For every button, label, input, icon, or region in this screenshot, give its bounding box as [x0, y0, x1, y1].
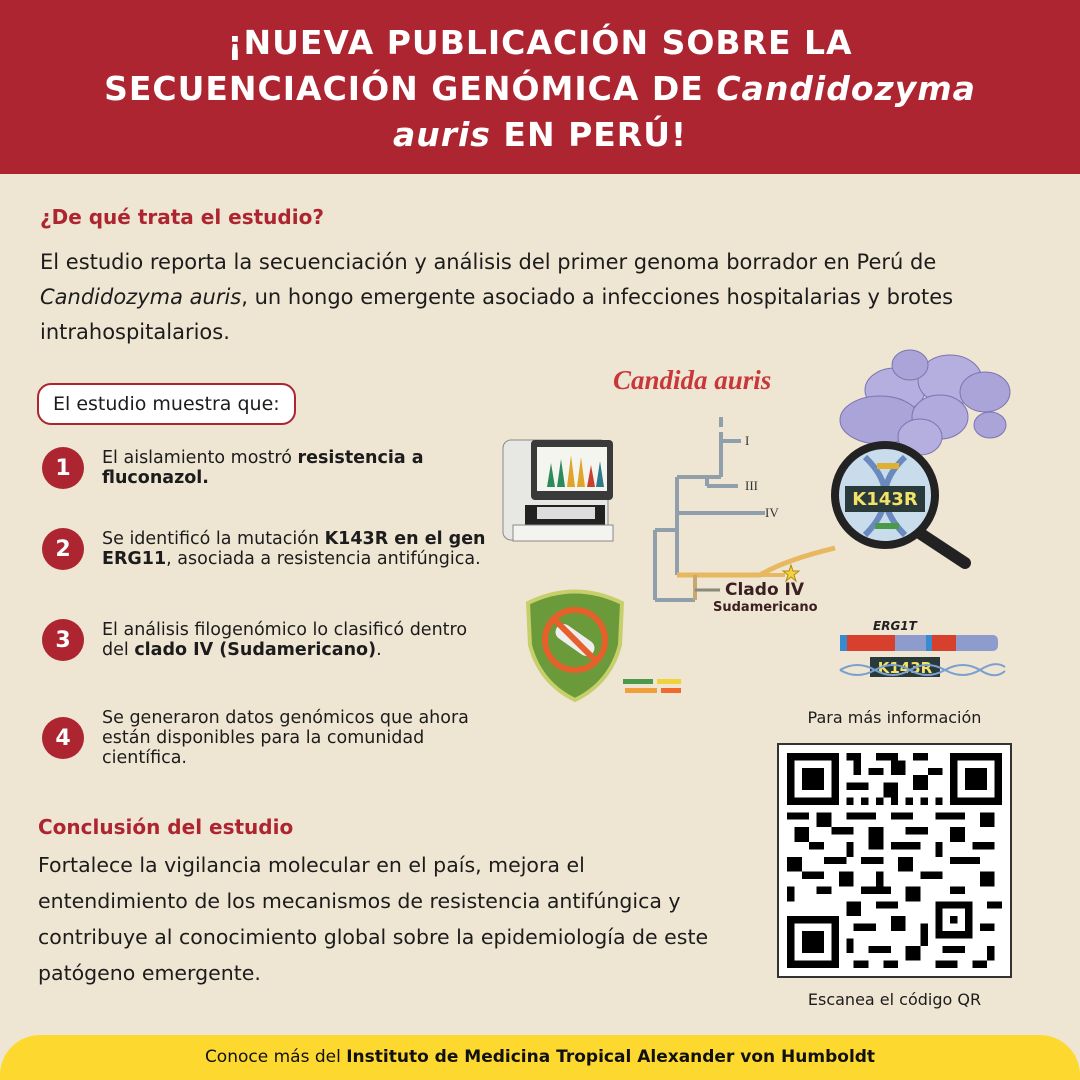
number-badge: 1	[42, 447, 84, 489]
finding-item-3: 3 El análisis filogenómico lo clasificó dentro del clado IV (Sudamericano).	[42, 619, 492, 661]
institute-name: Instituto de Medicina Tropical Alexander von Humboldt	[346, 1047, 876, 1067]
sequencer-machine-icon	[503, 440, 613, 541]
gene-bar	[840, 635, 998, 651]
conclusion-title: Conclusión del estudio	[38, 815, 294, 839]
svg-text:I: I	[745, 433, 750, 448]
conclusion-text: Fortalece la vigilancia molecular en el país, mejora el entendimiento de los mecanismos de resistencia antifúngica y contribuye al conocimiento global sobre la epidemiología de este patógeno emergente.	[38, 853, 709, 985]
qr-bottom-label: Escanea el código QR	[807, 990, 982, 1009]
svg-text:IV: IV	[765, 505, 779, 520]
svg-text:III: III	[745, 478, 758, 493]
title-line-3: auris EN PERÚ!	[392, 115, 688, 154]
number-badge: 3	[42, 619, 84, 661]
footer-banner[interactable]: Conoce más del Instituto de Medicina Tropical Alexander von Humboldt	[0, 1035, 1080, 1080]
mutation-label: K143R	[877, 659, 933, 677]
clade-sub-label: Sudamericano	[713, 600, 818, 615]
about-text: El estudio reporta la secuenciación y análisis del primer genoma borrador en Perú de Candidozyma auris, un hongo emergente asociado a infecciones hospitalarias y brotes intrahospitalarios.	[40, 250, 954, 344]
species-label: Candida auris	[613, 365, 772, 395]
drug-resistance-shield-icon	[528, 592, 622, 701]
qr-code[interactable]	[777, 743, 1012, 978]
findings-pill: El estudio muestra que:	[37, 383, 296, 425]
finding-item-4: 4 Se generaron datos genómicos que ahora están disponibles para la comunidad científica.	[42, 708, 492, 768]
title-line-1: ¡NUEVA PUBLICACIÓN SOBRE LA	[227, 23, 853, 62]
about-title: ¿De qué trata el estudio?	[40, 205, 324, 229]
title-line-2: SECUENCIACIÓN GENÓMICA DE Candidozyma	[104, 69, 976, 108]
number-badge: 4	[42, 717, 84, 759]
qr-top-label: Para más información	[807, 708, 982, 727]
number-badge: 2	[42, 528, 84, 570]
star-icon	[783, 565, 799, 581]
magnifier-label: K143R	[852, 489, 918, 510]
header-banner	[0, 0, 1080, 174]
finding-item-1: 1 El aislamiento mostró resistencia a fluconazol.	[42, 447, 492, 489]
illustration	[495, 345, 1035, 710]
finding-item-2: 2 Se identificó la mutación K143R en el gen ERG11, asociada a resistencia antifúngica.	[42, 528, 492, 570]
clade-label: Clado IV	[725, 580, 805, 600]
gene-label: ERG1T	[873, 619, 917, 633]
yeast-cells-icon	[840, 350, 1010, 455]
